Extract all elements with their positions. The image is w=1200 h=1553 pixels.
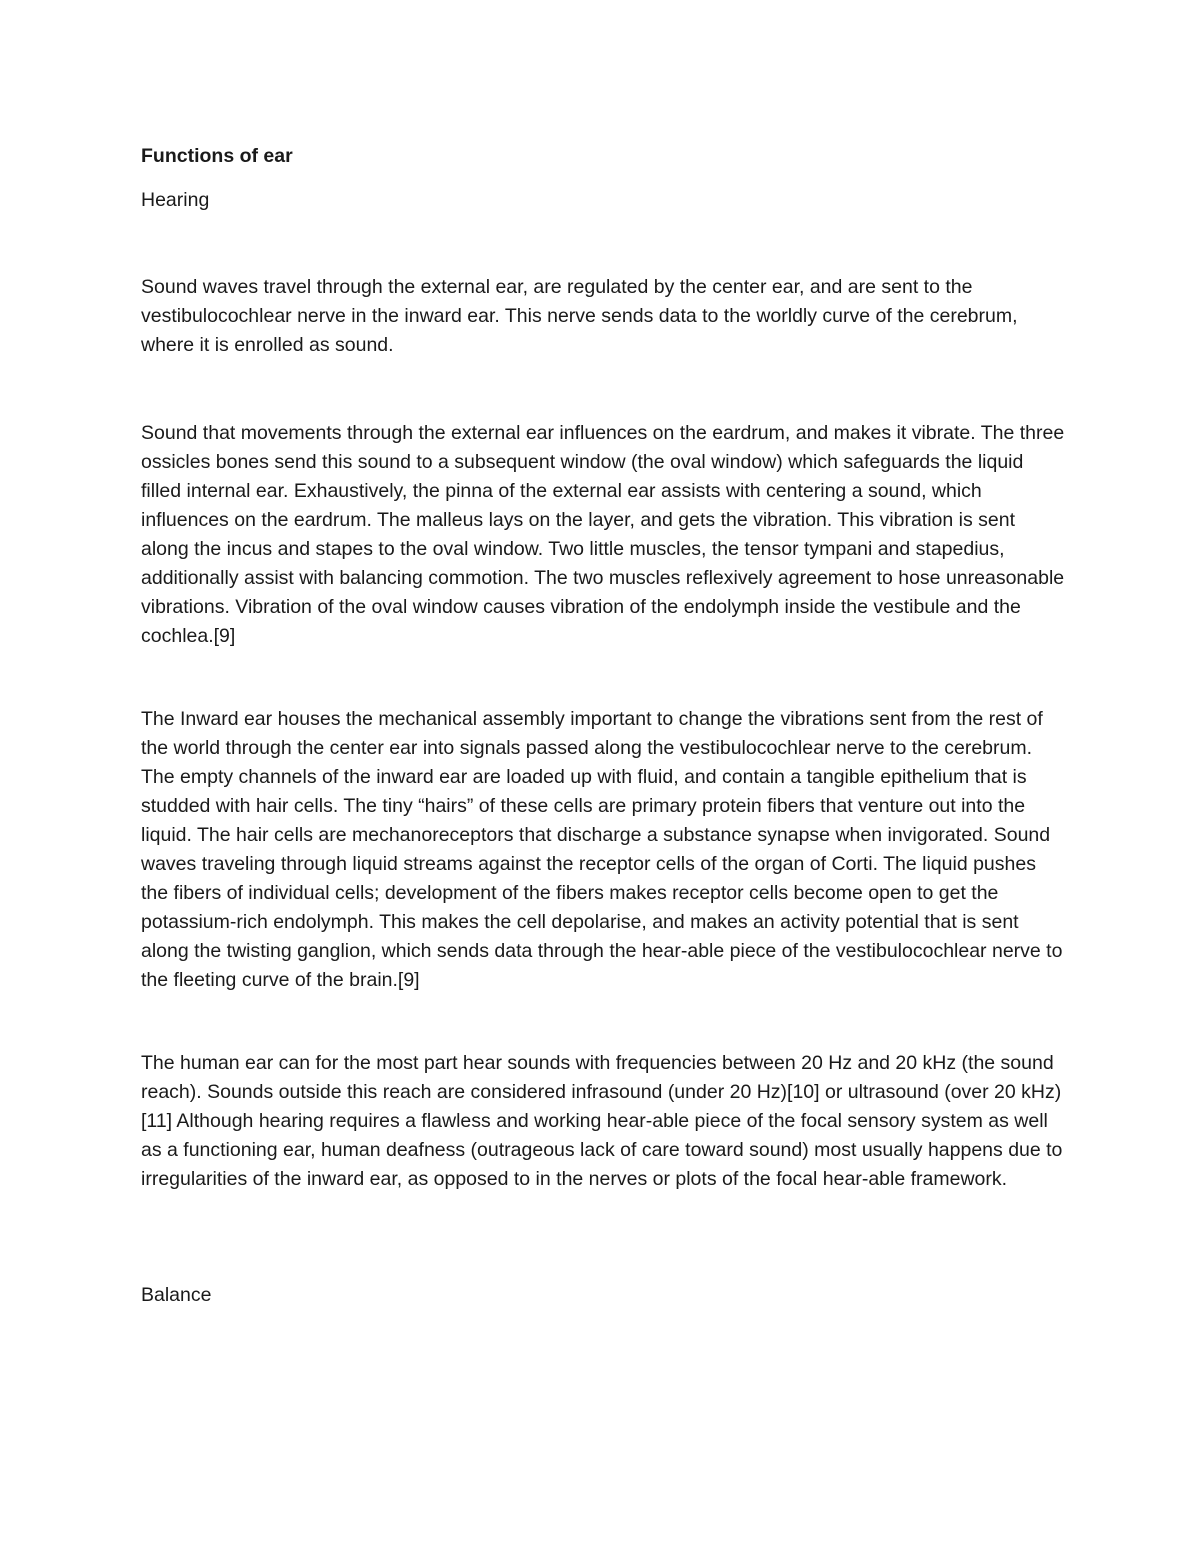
- subheading-hearing: Hearing: [141, 189, 210, 211]
- paragraph-frequencies: The human ear can for the most part hear sounds with frequencies between 20 Hz and 20 kHz (the sound reach). Sounds outside this reach are considered infrasound (under 20 Hz)[10] or ultrasound (over 20 kHz)[11] Although hearing requires a flawless and working hear-able piece of the focal sensory system as well as a functioning ear, human deafness (outrageous lack of care toward sound) most usually happens due to irregularities of the inward ear, as opposed to in the nerves or plots of the focal hear-able framework.: [141, 1052, 1063, 1190]
- subheading-balance: Balance: [141, 1284, 212, 1306]
- document-title: Functions of ear: [141, 145, 293, 167]
- paragraph-eardrum: Sound that movements through the external ear influences on the eardrum, and makes it vibrate. The three ossicles bones send this sound to a subsequent window (the oval window) which safeguards the liquid filled internal ear. Exhaustively, the pinna of the external ear assists with centering a sound, which influences on the eardrum. The malleus lays on the layer, and gets the vibration. This vibration is sent along the incus and stapes to the oval window. Two little muscles, the tensor tympani and stapedius, additionally assist with balancing commotion. The two muscles reflexively agreement to hose unreasonable vibrations. Vibration of the oval window causes vibration of the endolymph inside the vestibule and the cochlea.[9]: [141, 422, 1065, 647]
- paragraph-sound-waves: Sound waves travel through the external ear, are regulated by the center ear, and are sent to the vestibulocochlear nerve in the inward ear. This nerve sends data to the worldly curve of the cerebrum, where it is enrolled as sound.: [141, 276, 1018, 356]
- paragraph-inward-ear: The Inward ear houses the mechanical assembly important to change the vibrations sent from the rest of the world through the center ear into signals passed along the vestibulocochlear nerve to the cerebrum. The empty channels of the inward ear are loaded up with fluid, and contain a tangible epithelium that is studded with hair cells. The tiny “hairs” of these cells are primary protein fibers that venture out into the liquid. The hair cells are mechanoreceptors that discharge a substance synapse when invigorated. Sound waves traveling through liquid streams against the receptor cells of the organ of Corti. The liquid pushes the fibers of individual cells; development of the fibers makes receptor cells become open to get the potassium-rich endolymph. This makes the cell depolarise, and makes an activity potential that is sent along the twisting ganglion, which sends data through the hear-able piece of the vestibulocochlear nerve to the fleeting curve of the brain.[9]: [141, 708, 1063, 991]
